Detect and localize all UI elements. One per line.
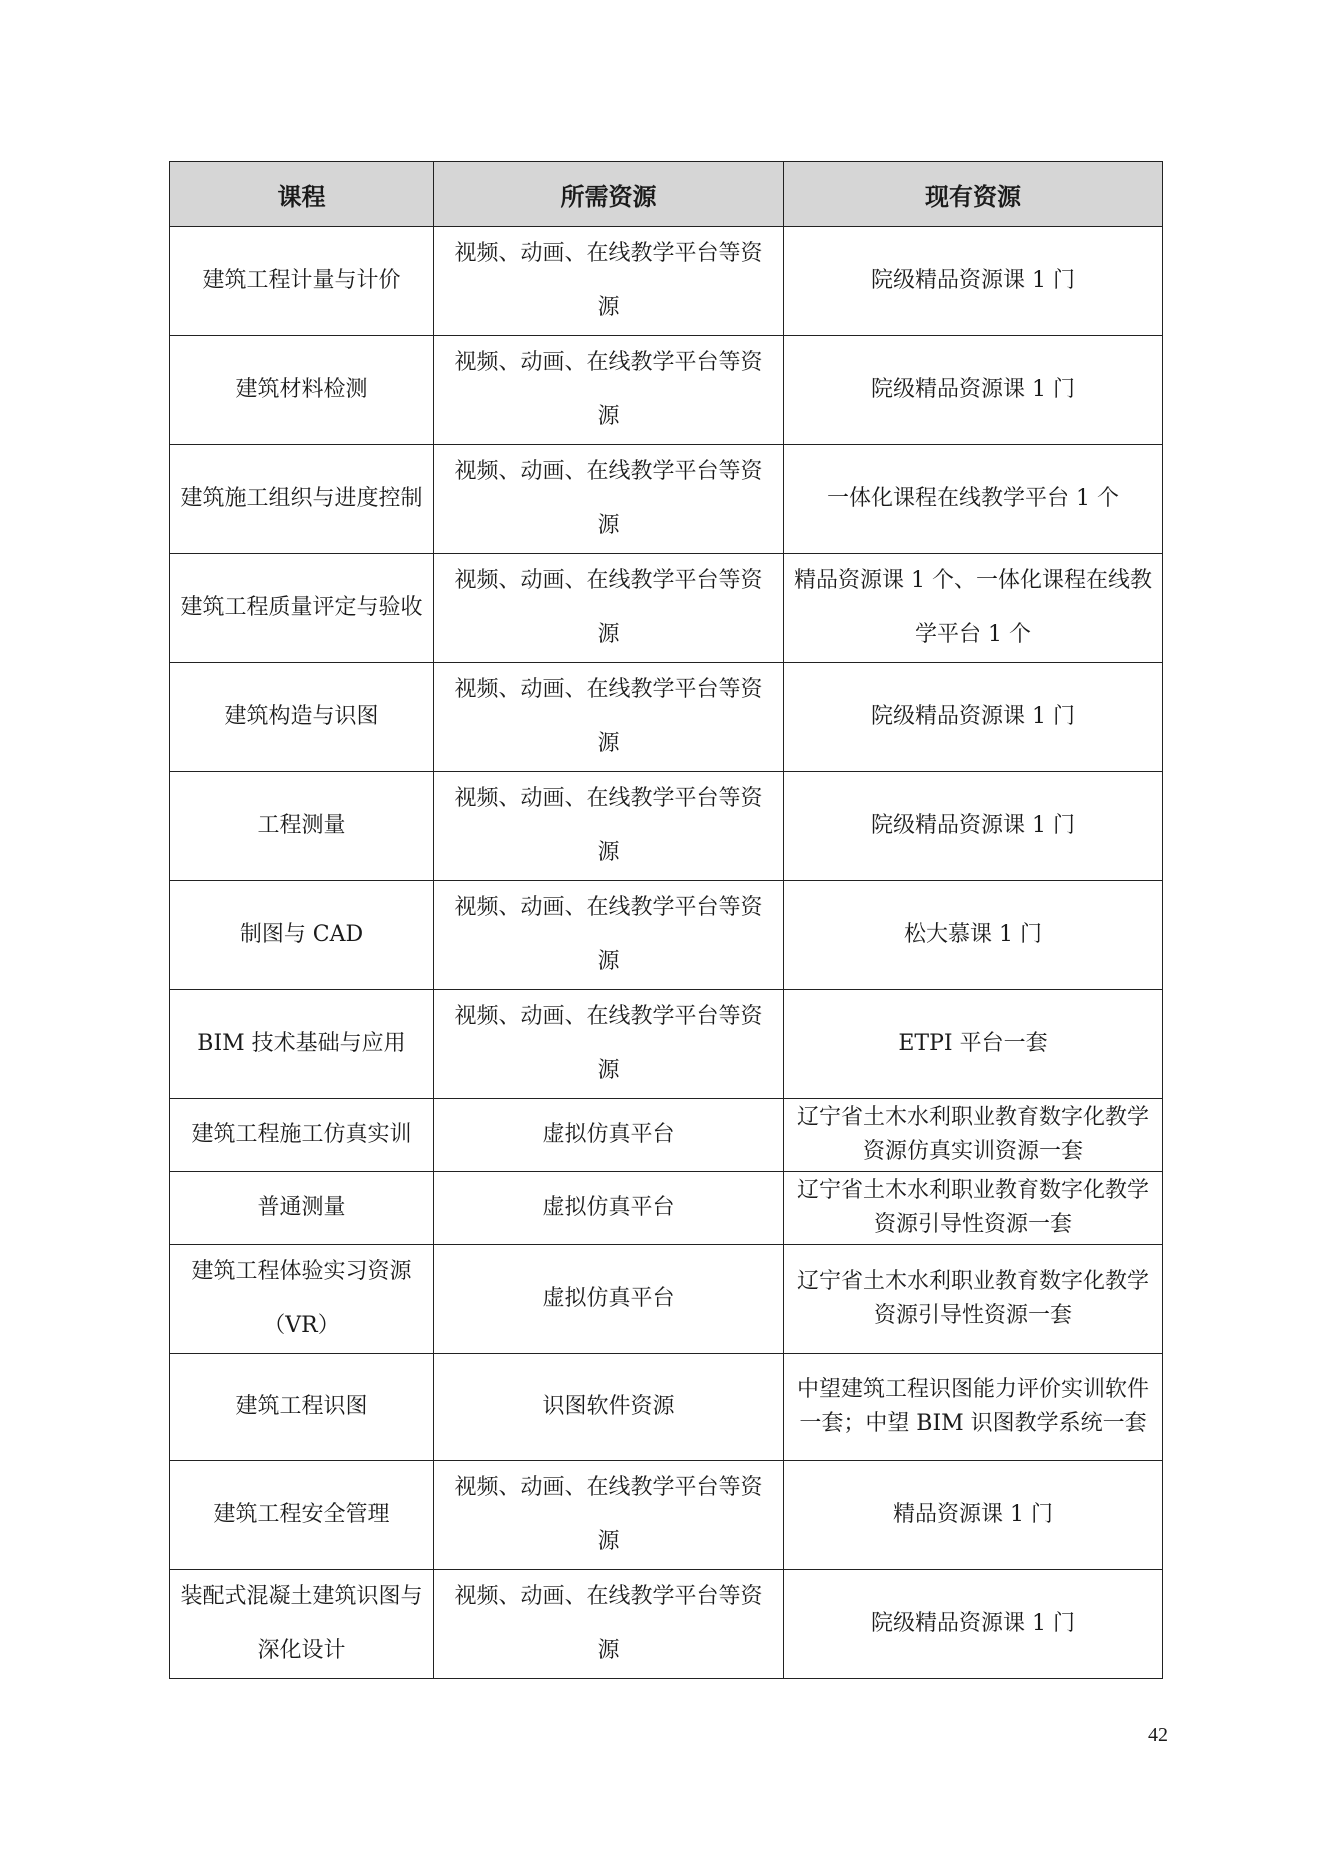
existing-cell: 中望建筑工程识图能力评价实训软件一套；中望 BIM 识图教学系统一套 <box>784 1354 1163 1461</box>
table-row <box>170 663 1163 772</box>
table-row <box>170 881 1163 990</box>
needed-cell: 视频、动画、在线教学平台等资源 <box>434 1570 784 1679</box>
course-cell: 建筑工程识图 <box>170 1354 434 1461</box>
existing-cell: 院级精品资源课 1 门 <box>784 663 1163 772</box>
existing-cell: 院级精品资源课 1 门 <box>784 227 1163 336</box>
needed-cell: 虚拟仿真平台 <box>434 1245 784 1354</box>
needed-cell: 视频、动画、在线教学平台等资源 <box>434 990 784 1099</box>
course-cell: 制图与 CAD <box>170 881 434 990</box>
needed-cell: 视频、动画、在线教学平台等资源 <box>434 881 784 990</box>
needed-cell: 虚拟仿真平台 <box>434 1172 784 1245</box>
course-cell: 工程测量 <box>170 772 434 881</box>
needed-cell: 视频、动画、在线教学平台等资源 <box>434 1461 784 1570</box>
table-row <box>170 1245 1163 1354</box>
table-row <box>170 554 1163 663</box>
needed-cell: 虚拟仿真平台 <box>434 1099 784 1172</box>
table-row <box>170 445 1163 554</box>
course-cell: 建筑构造与识图 <box>170 663 434 772</box>
table-row <box>170 1099 1163 1172</box>
existing-cell: 辽宁省土木水利职业教育数字化教学资源仿真实训资源一套 <box>784 1099 1163 1172</box>
table-row <box>170 1461 1163 1570</box>
table-row <box>170 336 1163 445</box>
needed-cell: 视频、动画、在线教学平台等资源 <box>434 227 784 336</box>
course-cell: BIM 技术基础与应用 <box>170 990 434 1099</box>
existing-cell: 辽宁省土木水利职业教育数字化教学资源引导性资源一套 <box>784 1172 1163 1245</box>
needed-cell: 识图软件资源 <box>434 1354 784 1461</box>
existing-cell: 院级精品资源课 1 门 <box>784 336 1163 445</box>
existing-cell: 精品资源课 1 个、一体化课程在线教学平台 1 个 <box>784 554 1163 663</box>
table-row <box>170 227 1163 336</box>
table-row <box>170 1354 1163 1461</box>
needed-cell: 视频、动画、在线教学平台等资源 <box>434 663 784 772</box>
header-course: 课程 <box>170 162 434 227</box>
course-cell: 建筑工程体验实习资源（VR） <box>170 1245 434 1354</box>
course-cell: 建筑工程安全管理 <box>170 1461 434 1570</box>
existing-cell: 辽宁省土木水利职业教育数字化教学资源引导性资源一套 <box>784 1245 1163 1354</box>
existing-cell: 松大慕课 1 门 <box>784 881 1163 990</box>
page-number: 42 <box>1148 1724 1168 1746</box>
resource-table <box>169 161 1163 1679</box>
table-header-row <box>170 162 1163 227</box>
table-row <box>170 1570 1163 1679</box>
course-cell: 建筑工程质量评定与验收 <box>170 554 434 663</box>
needed-cell: 视频、动画、在线教学平台等资源 <box>434 445 784 554</box>
course-cell: 建筑材料检测 <box>170 336 434 445</box>
course-cell: 普通测量 <box>170 1172 434 1245</box>
existing-cell: 院级精品资源课 1 门 <box>784 1570 1163 1679</box>
header-existing-resources: 现有资源 <box>784 162 1163 227</box>
existing-cell: 精品资源课 1 门 <box>784 1461 1163 1570</box>
needed-cell: 视频、动画、在线教学平台等资源 <box>434 554 784 663</box>
course-cell: 装配式混凝土建筑识图与深化设计 <box>170 1570 434 1679</box>
course-cell: 建筑工程计量与计价 <box>170 227 434 336</box>
existing-cell: 院级精品资源课 1 门 <box>784 772 1163 881</box>
table-row <box>170 1172 1163 1245</box>
table-row <box>170 772 1163 881</box>
existing-cell: ETPI 平台一套 <box>784 990 1163 1099</box>
header-needed-resources: 所需资源 <box>434 162 784 227</box>
table-row <box>170 990 1163 1099</box>
course-cell: 建筑工程施工仿真实训 <box>170 1099 434 1172</box>
needed-cell: 视频、动画、在线教学平台等资源 <box>434 336 784 445</box>
existing-cell: 一体化课程在线教学平台 1 个 <box>784 445 1163 554</box>
needed-cell: 视频、动画、在线教学平台等资源 <box>434 772 784 881</box>
course-cell: 建筑施工组织与进度控制 <box>170 445 434 554</box>
